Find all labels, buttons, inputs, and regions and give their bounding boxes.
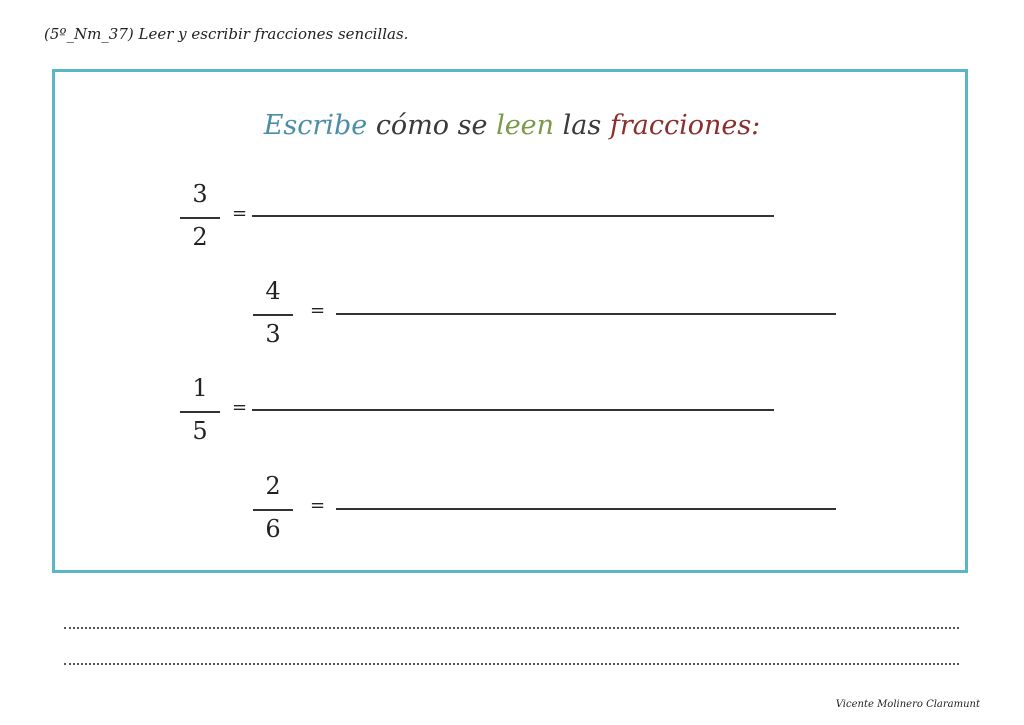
fraction: 4 3 xyxy=(253,277,293,354)
dotted-writing-line[interactable] xyxy=(64,663,959,665)
title-word: las xyxy=(562,110,602,141)
exercise-box xyxy=(52,69,968,573)
title-word: fracciones: xyxy=(609,110,761,141)
dotted-writing-line[interactable] xyxy=(64,627,959,629)
answer-line[interactable] xyxy=(252,215,774,217)
answer-line[interactable] xyxy=(252,409,774,411)
answer-line[interactable] xyxy=(336,508,836,510)
fraction: 1 5 xyxy=(180,374,220,451)
title-word: Escribe xyxy=(263,110,368,141)
author-signature: Vicente Molinero Claramunt xyxy=(835,699,980,710)
equals-sign: = xyxy=(232,203,248,224)
answer-line[interactable] xyxy=(336,313,836,315)
equals-sign: = xyxy=(310,495,326,516)
fraction: 2 6 xyxy=(253,472,293,549)
equals-sign: = xyxy=(310,300,326,321)
title-word: leen xyxy=(496,110,555,141)
exercise-title xyxy=(0,110,1024,141)
title-word: cómo se xyxy=(375,110,488,141)
fraction: 3 2 xyxy=(180,180,220,257)
equals-sign: = xyxy=(232,397,248,418)
worksheet-header: (5º_Nm_37) Leer y escribir fracciones sencillas. xyxy=(44,25,409,43)
